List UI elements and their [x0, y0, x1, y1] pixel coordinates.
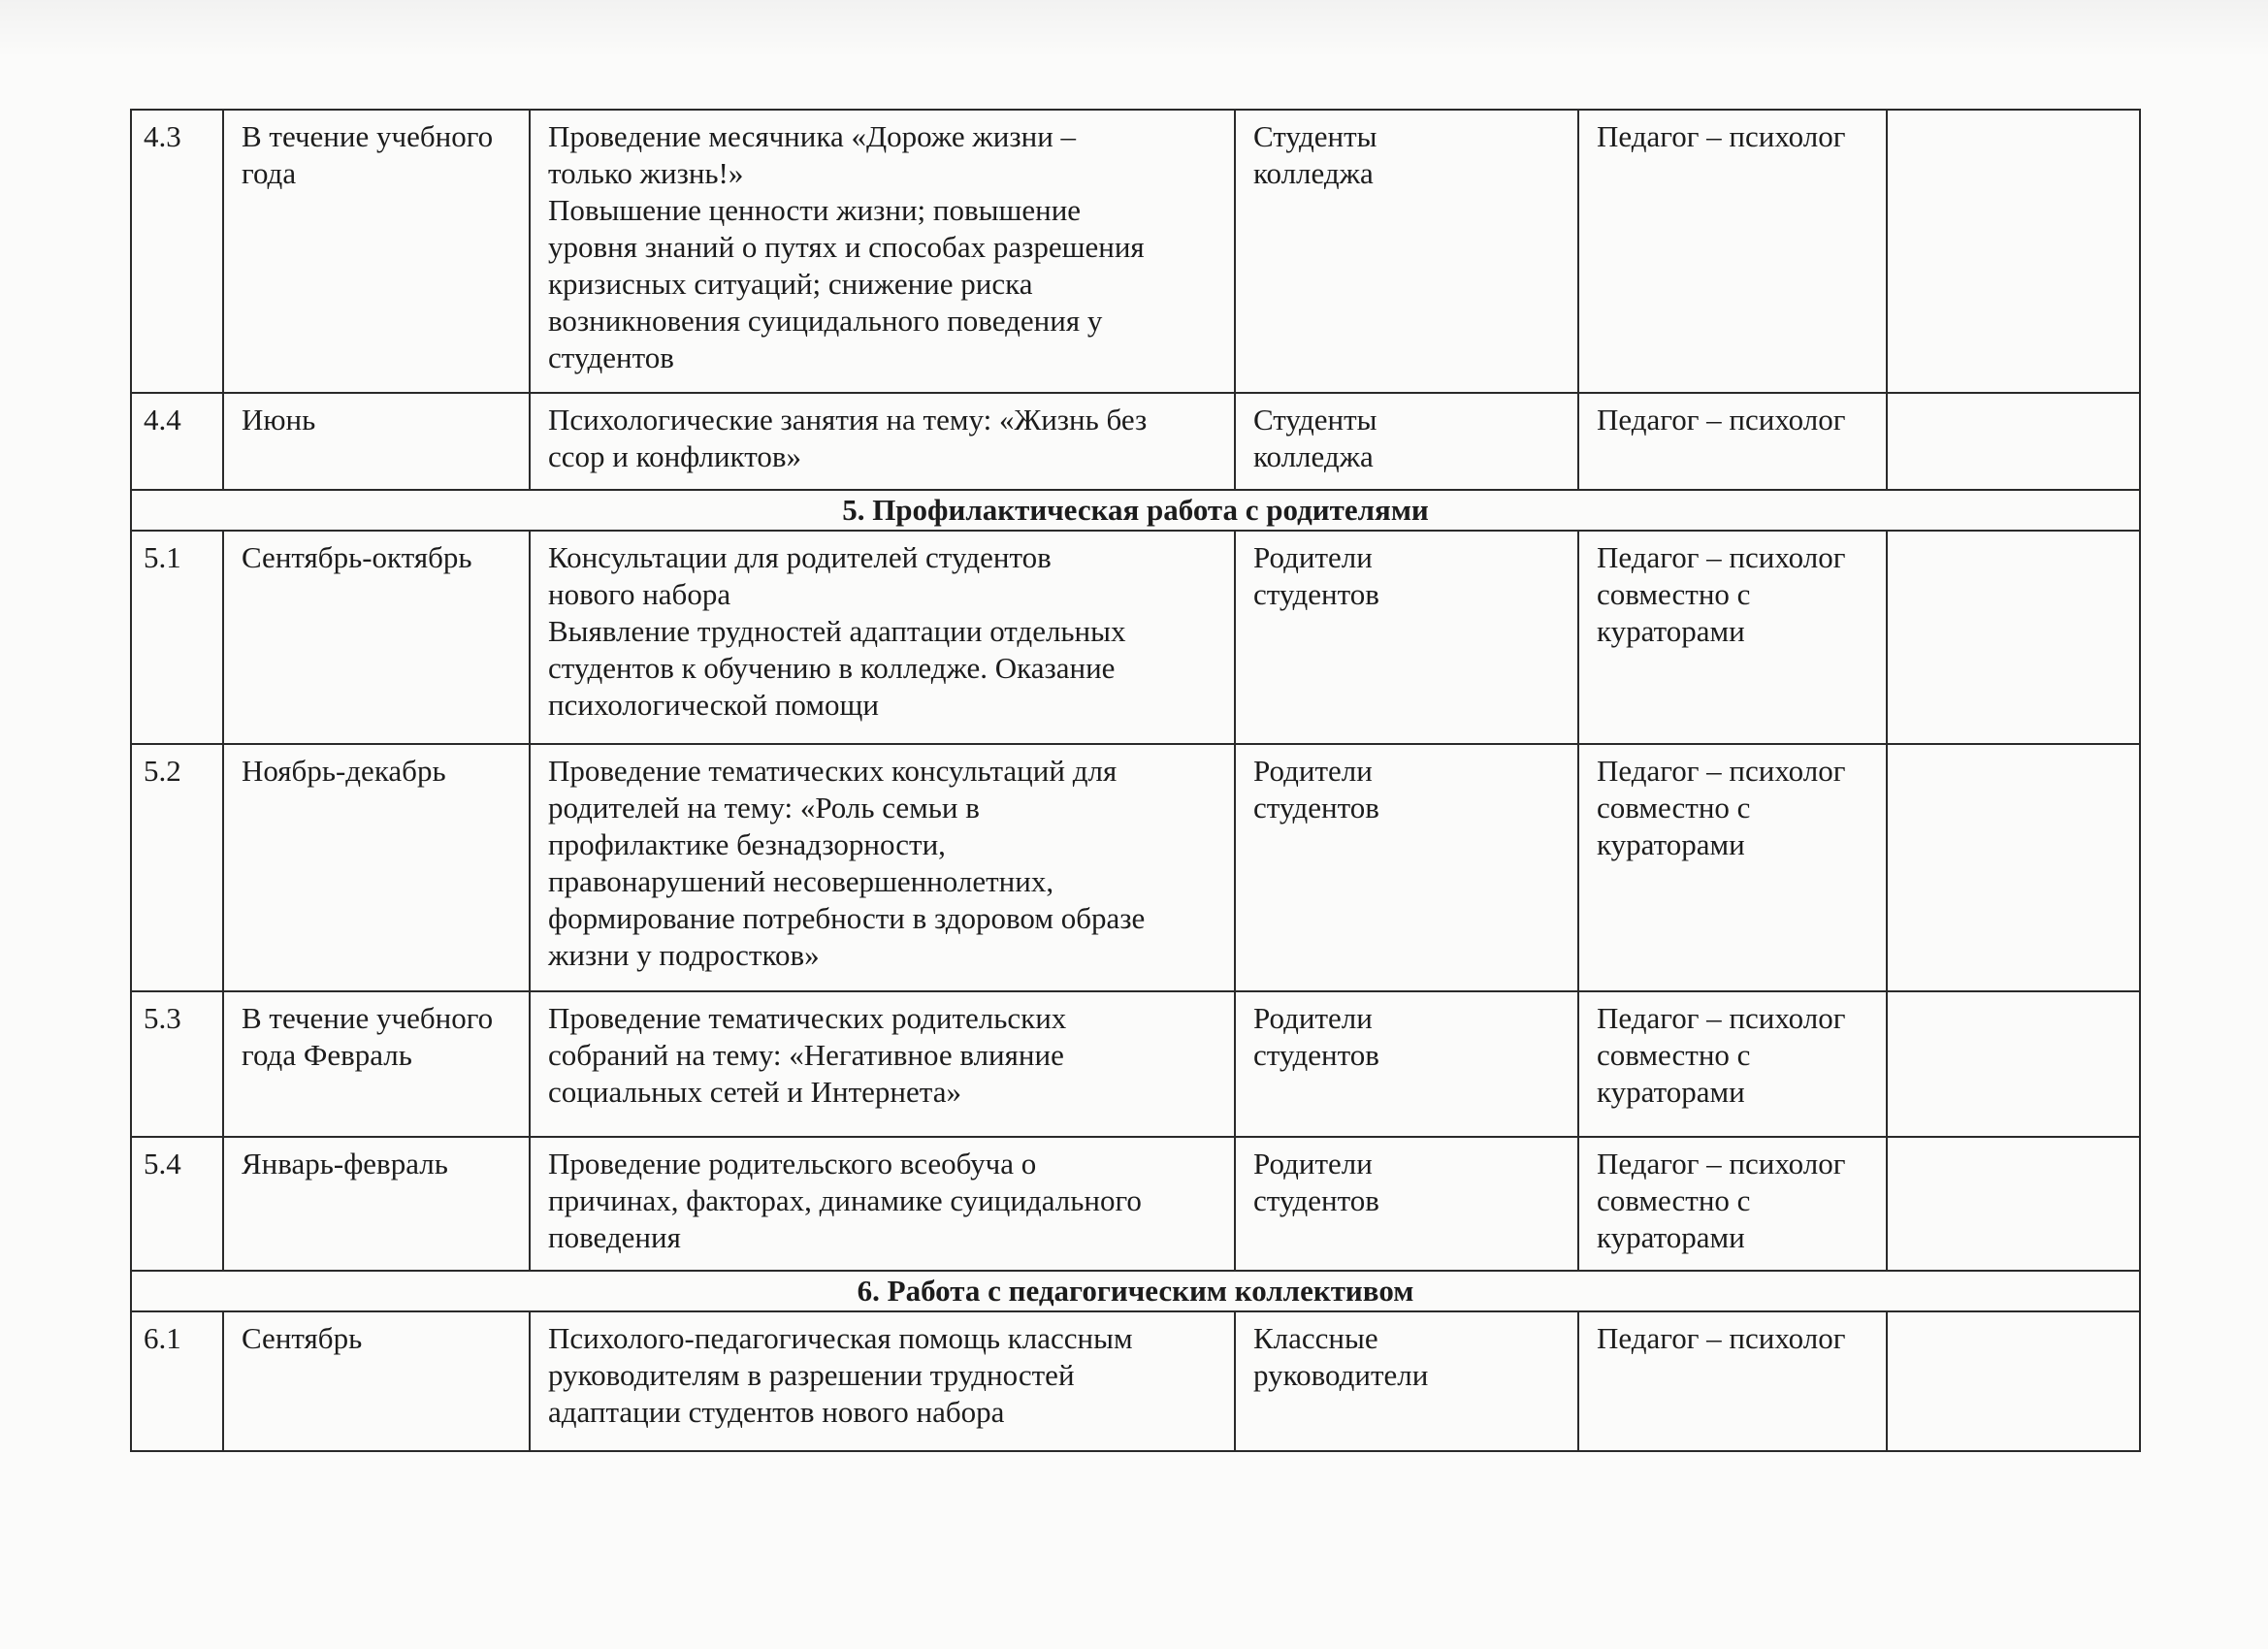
cell-date: Сентябрь: [223, 1311, 530, 1451]
cell-responsible: Педагог – психолог совместно с кураторами: [1578, 991, 1887, 1137]
section-row-parents: [131, 490, 2140, 531]
cell-number: 5.3: [131, 991, 223, 1137]
cell-note: [1887, 1137, 2140, 1271]
cell-note: [1887, 531, 2140, 744]
cell-audience: Родители студентов: [1235, 531, 1578, 744]
cell-note: [1887, 991, 2140, 1137]
table-row-4-4: [131, 393, 2140, 490]
cell-responsible: Педагог – психолог: [1578, 393, 1887, 490]
table-row-4-3: [131, 110, 2140, 393]
cell-number: 5.1: [131, 531, 223, 744]
cell-date: В течение учебного года: [223, 110, 530, 393]
cell-number: 6.1: [131, 1311, 223, 1451]
table-row-5-1: [131, 531, 2140, 744]
table-row-5-4: [131, 1137, 2140, 1271]
cell-note: [1887, 744, 2140, 991]
cell-activity: Проведение месячника «Дороже жизни – только жизнь!» Повышение ценности жизни; повышение уровня знаний о путях и способах разрешения кризисных ситуаций; снижение риска возникновения суицидального поведения у студентов: [530, 110, 1235, 393]
cell-number: 4.3: [131, 110, 223, 393]
cell-audience: Классные руководители: [1235, 1311, 1578, 1451]
activity-plan-table: [130, 109, 2141, 1452]
cell-activity: Проведение тематических родительских собраний на тему: «Негативное влияние социальных сетей и Интернета»: [530, 991, 1235, 1137]
cell-activity: Психологические занятия на тему: «Жизнь без ссор и конфликтов»: [530, 393, 1235, 490]
cell-note: [1887, 1311, 2140, 1451]
cell-date: Ноябрь-декабрь: [223, 744, 530, 991]
cell-audience: Родители студентов: [1235, 1137, 1578, 1271]
cell-audience: Студенты колледжа: [1235, 393, 1578, 490]
cell-responsible: Педагог – психолог совместно с кураторами: [1578, 744, 1887, 991]
table-row-5-2: [131, 744, 2140, 991]
table-row-5-3: [131, 991, 2140, 1137]
cell-date: В течение учебного года Февраль: [223, 991, 530, 1137]
table-row-6-1: [131, 1311, 2140, 1451]
cell-number: 4.4: [131, 393, 223, 490]
cell-responsible: Педагог – психолог совместно с кураторами: [1578, 1137, 1887, 1271]
cell-activity: Консультации для родителей студентов нового набора Выявление трудностей адаптации отдельных студентов к обучению в колледже. Оказание психологической помощи: [530, 531, 1235, 744]
cell-activity: Проведение родительского всеобуча о причинах, факторах, динамике суицидального поведения: [530, 1137, 1235, 1271]
cell-number: 5.4: [131, 1137, 223, 1271]
cell-activity: Психолого-педагогическая помощь классным руководителям в разрешении трудностей адаптации студентов нового набора: [530, 1311, 1235, 1451]
cell-audience: Родители студентов: [1235, 991, 1578, 1137]
section-row-teachers: [131, 1271, 2140, 1311]
section-heading: 6. Работа с педагогическим коллективом: [131, 1271, 2140, 1311]
cell-activity: Проведение тематических консультаций для родителей на тему: «Роль семьи в профилактике безнадзорности, правонарушений несовершеннолетних, формирование потребности в здоровом образе жизни у подростков»: [530, 744, 1235, 991]
cell-responsible: Педагог – психолог: [1578, 110, 1887, 393]
cell-date: Июнь: [223, 393, 530, 490]
cell-date: Январь-февраль: [223, 1137, 530, 1271]
cell-audience: Родители студентов: [1235, 744, 1578, 991]
cell-note: [1887, 110, 2140, 393]
cell-audience: Студенты колледжа: [1235, 110, 1578, 393]
cell-responsible: Педагог – психолог совместно с кураторами: [1578, 531, 1887, 744]
cell-responsible: Педагог – психолог: [1578, 1311, 1887, 1451]
cell-date: Сентябрь-октябрь: [223, 531, 530, 744]
cell-note: [1887, 393, 2140, 490]
section-heading: 5. Профилактическая работа с родителями: [131, 490, 2140, 531]
cell-number: 5.2: [131, 744, 223, 991]
